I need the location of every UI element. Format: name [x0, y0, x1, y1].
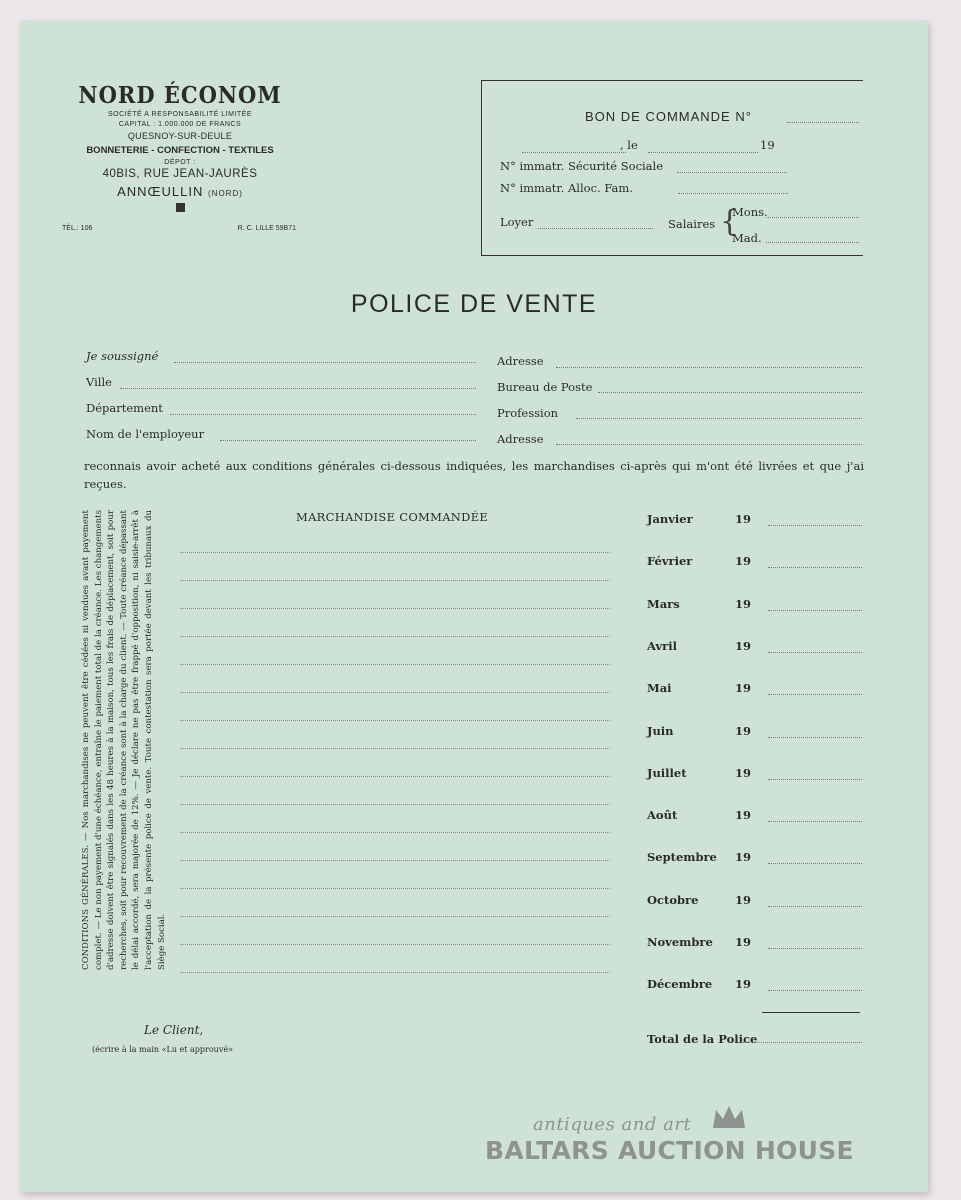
employer-name-label: Nom de l'employeur — [86, 427, 205, 441]
month-amount-field[interactable] — [768, 906, 862, 907]
month-label-2: Mars — [647, 596, 680, 611]
family-allowance-label: N° immatr. Alloc. Fam. — [500, 181, 633, 195]
month-year-prefix: 19 — [735, 596, 752, 611]
company-name: NORD ÉCONOM — [78, 80, 282, 109]
merchandise-line[interactable] — [180, 552, 610, 553]
merchandise-line[interactable] — [180, 972, 610, 973]
company-logo — [60, 199, 300, 217]
department-field[interactable] — [170, 414, 476, 415]
month-amount-field[interactable] — [768, 652, 862, 653]
merchandise-title: MARCHANDISE COMMANDÉE — [296, 510, 489, 524]
family-allowance-field[interactable] — [678, 193, 788, 194]
month-label-6: Juillet — [647, 765, 687, 780]
conditions-text: — Nos marchandises ne peuvent être cédées ni vendues avant payement complet. — Le non payement d'une échéance, entraîne le paiement total de la créance. Les changements d'adresse doivent être signalés dans les 48 heures à la maison, tous les frais de déplacement, soit pour recherches, soit pour recouvrement de la créance sont à la charge du client. — Toute créance dépassant le délai accordé, sera majorée de 12%. — Je déclare ne pas être frappé d'opposition, ni saisie-arrêt à l'acceptation de la présente police de vente. Toute contestation sera portée devant les tribunaux du Siège Social. — [81, 509, 167, 970]
conditions-heading: CONDITIONS GÉNÉRALES. — [81, 845, 91, 970]
merchandise-line[interactable] — [180, 860, 610, 861]
merchandise-line[interactable] — [180, 720, 610, 721]
merchandise-line[interactable] — [180, 580, 610, 581]
company-hq: QUESNOY-SUR-DEULE — [127, 131, 233, 141]
rent-field[interactable] — [538, 228, 653, 229]
employer-address-field[interactable] — [556, 444, 862, 445]
undersigned-field[interactable] — [174, 362, 476, 363]
undersigned-label: Je soussigné — [86, 349, 159, 363]
rent-label: Loyer — [500, 215, 534, 229]
merchandise-line[interactable] — [180, 776, 610, 777]
order-number-label: BON DE COMMANDE N° — [585, 109, 752, 124]
month-label-4: Mai — [647, 681, 672, 696]
merchandise-line[interactable] — [180, 608, 610, 609]
client-signature-note: (écrire à la main «Lu et approuvé» — [92, 1045, 233, 1054]
company-legal-form: SOCIÉTÉ A RESPONSABILITÉ LIMITÉE — [108, 111, 252, 118]
total-rule — [762, 1012, 860, 1013]
address-label: Adresse — [497, 354, 544, 368]
town-label: Ville — [86, 375, 112, 389]
merchandise-line[interactable] — [180, 636, 610, 637]
post-office-field[interactable] — [598, 392, 862, 393]
month-amount-field[interactable] — [768, 863, 862, 864]
company-footer — [60, 225, 300, 232]
company-registry: R. C. LILLE 59B71 — [237, 225, 296, 232]
salaries-brace: { — [720, 204, 740, 239]
month-label-11: Décembre — [647, 977, 713, 992]
month-label-3: Avril — [647, 638, 677, 653]
post-office-label: Bureau de Poste — [497, 380, 593, 394]
town-field[interactable] — [120, 388, 476, 389]
declaration-text: reconnais avoir acheté aux conditions générales ci-dessous indiquées, les marchandises ci-après qui m'ont été livrées et que j'ai reçues. — [84, 459, 864, 491]
company-address: 40BIS, RUE JEAN-JAURÈS — [102, 168, 258, 180]
employer-name-field[interactable] — [220, 440, 476, 441]
merchandise-line[interactable] — [180, 832, 610, 833]
company-header — [60, 82, 300, 232]
order-date-le: , le — [620, 138, 638, 152]
salary-mad-field[interactable] — [766, 242, 859, 243]
month-amount-field[interactable] — [768, 567, 862, 568]
merchandise-line[interactable] — [180, 916, 610, 917]
month-amount-field[interactable] — [768, 610, 862, 611]
salary-mad-label: Mad. — [732, 231, 762, 245]
merchandise-line[interactable] — [180, 804, 610, 805]
address-field[interactable] — [556, 367, 862, 368]
month-label-0: Janvier — [647, 512, 693, 526]
merchandise-line[interactable] — [180, 664, 610, 665]
company-mark-icon — [176, 203, 185, 212]
general-conditions — [80, 510, 168, 970]
month-year-prefix: 19 — [735, 765, 752, 780]
client-signature-label: Le Client, — [144, 1023, 204, 1037]
month-year-prefix: 19 — [735, 850, 752, 865]
crown-icon — [711, 1104, 747, 1130]
watermark-brand: BALTARS AUCTION HOUSE — [485, 1136, 854, 1165]
salary-mons-field[interactable] — [766, 217, 859, 218]
order-date-field[interactable] — [648, 152, 758, 153]
order-box — [481, 80, 863, 256]
month-year-prefix: 19 — [735, 638, 752, 653]
month-amount-field[interactable] — [768, 821, 862, 822]
order-place-field[interactable] — [522, 152, 626, 153]
company-capital: CAPITAL : 1.000.000 DE FRANCS — [118, 121, 242, 128]
profession-label: Profession — [497, 406, 559, 420]
month-year-prefix: 19 — [735, 681, 752, 696]
month-year-prefix: 19 — [735, 723, 752, 738]
company-region: (NORD) — [208, 189, 243, 198]
salary-mons-label: Mons. — [732, 205, 768, 219]
company-city: ANNŒULLIN — [117, 184, 204, 199]
company-activity: BONNETERIE - CONFECTION - TEXTILES — [86, 145, 274, 156]
month-year-prefix: 19 — [735, 512, 752, 526]
month-year-prefix: 19 — [735, 977, 752, 992]
month-label-8: Septembre — [647, 850, 717, 865]
merchandise-line[interactable] — [180, 748, 610, 749]
month-label-5: Juin — [647, 723, 674, 738]
month-amount-field[interactable] — [768, 990, 862, 991]
month-amount-field[interactable] — [768, 694, 862, 695]
month-amount-field[interactable] — [768, 948, 862, 949]
month-label-7: Août — [647, 808, 678, 823]
total-field[interactable] — [738, 1042, 862, 1043]
month-year-prefix: 19 — [735, 892, 752, 907]
order-year-prefix: 19 — [760, 138, 775, 152]
department-label: Département — [86, 401, 163, 415]
company-city-line — [60, 184, 300, 199]
month-year-prefix: 19 — [735, 808, 752, 823]
watermark-tagline: antiques and art — [533, 1114, 692, 1135]
merchandise-line[interactable] — [180, 888, 610, 889]
month-year-prefix: 19 — [735, 935, 752, 949]
month-label-9: Octobre — [647, 892, 699, 907]
month-amount-field[interactable] — [768, 779, 862, 780]
employer-address-label: Adresse — [497, 432, 544, 446]
page-title: POLICE DE VENTE — [350, 290, 598, 318]
total-label: Total de la Police — [647, 1032, 758, 1046]
merchandise-line[interactable] — [180, 944, 610, 945]
merchandise-line[interactable] — [180, 692, 610, 693]
order-number-field[interactable] — [787, 122, 859, 123]
month-label-10: Novembre — [647, 935, 713, 949]
month-label-1: Février — [647, 554, 693, 569]
company-depot-label: DÉPOT : — [164, 159, 196, 166]
social-security-label: N° immatr. Sécurité Sociale — [500, 159, 664, 173]
month-year-prefix: 19 — [735, 554, 752, 569]
company-phone: TÉL.: 106 — [62, 225, 93, 232]
month-amount-field[interactable] — [768, 525, 862, 526]
profession-field[interactable] — [576, 418, 862, 419]
month-amount-field[interactable] — [768, 737, 862, 738]
sales-form-paper — [20, 20, 928, 1192]
salaries-label: Salaires — [668, 217, 716, 231]
social-security-field[interactable] — [677, 172, 787, 173]
